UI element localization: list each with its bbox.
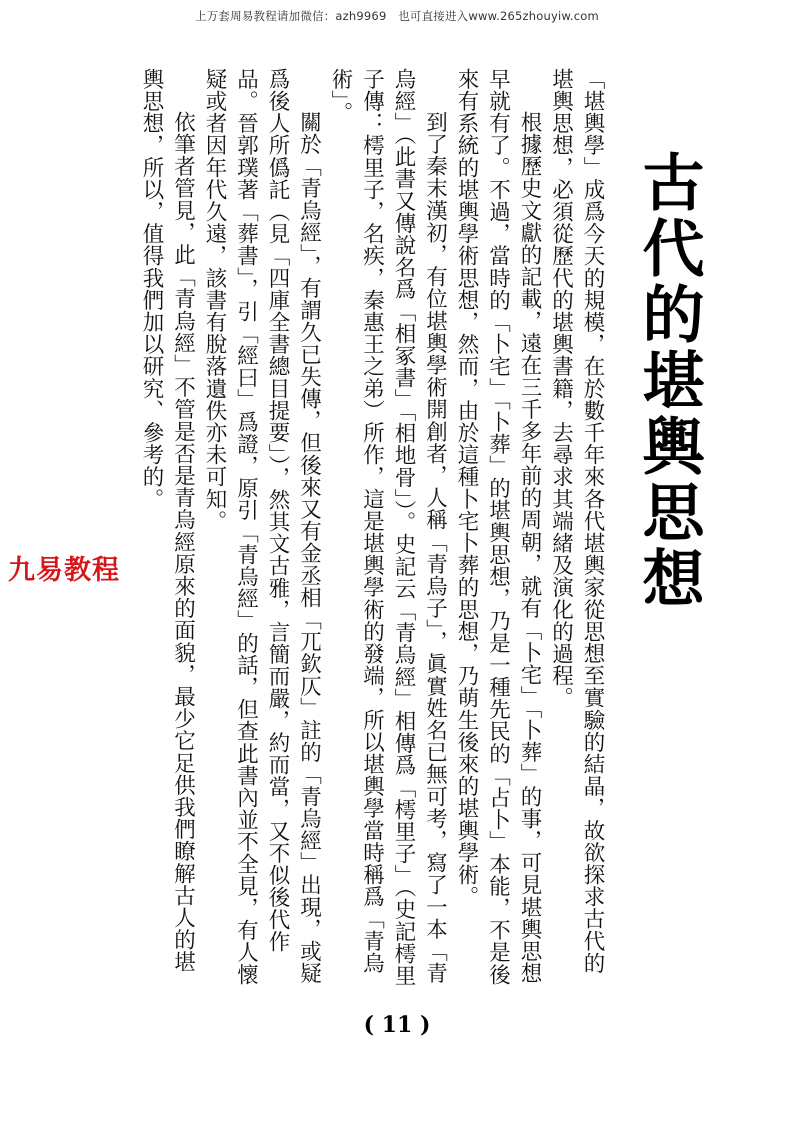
paragraph-2: 根據歷史文獻的記載，遠在三千多年前的周朝，就有「卜宅」「卜葬」的事，可見堪輿思想早就有了。不過，當時的「卜宅」「卜葬」的堪輿思想，乃是一種先民的「占卜」本能，不是後來有系統的堪輿學術思想，然而，由於這種卜宅卜葬的思想，乃萌生後來的堪輿學術。 <box>454 68 542 986</box>
paragraph-1: 「堪輿學」成爲今天的規模，在於數千年來各代堪輿家從思想至實驗的結晶，故欲探求古代的堪輿思想，必須從歷代的堪輿書籍，去尋求其端緒及演化的過程。 <box>548 68 605 975</box>
paragraph-4: 關於「青烏經」，有謂久已失傳，但後來又有金丞相「兀欽仄」註的「青烏經」出現，或疑爲後人所僞託（見「四庫全書總目提要」），然其文古雅，言簡而嚴，約而當，又不似後代作品。晉郭璞著「葬書」，引「經曰」爲證，原引「青烏經」的話，但查此書內並不全見，有人懷疑或者因年代久遠，該書有脫落遺佚亦未可知。 <box>202 68 322 986</box>
paragraph-5: 依筆者管見，此「青烏經」不管是否是青烏經原來的面貌，最少它足供我們瞭解古人的堪輿思想，所以，值得我們加以研究、參考的。 <box>139 68 196 973</box>
page-header-banner: 上万套周易教程请加微信：azh9969 也可直接进入www.265zhouyiw.com <box>195 9 599 23</box>
article-body <box>136 68 609 988</box>
paragraph-3: 到了秦末漢初，有位堪輿學術開創者，人稱「青烏子」，眞實姓名已無可考，寫了一本「青烏經」（此書又傳說名爲「相冢書」「相地骨」）。史記云「青烏經」相傳爲「樗里子」（史記樗里子傳：樗里子，名疾，秦惠王之弟）所作，這是堪輿學術的發端，所以堪輿學當時稱爲「青烏術」。 <box>328 68 448 987</box>
chapter-title: 古代的堪輿思想 <box>632 150 705 612</box>
watermark-logo: 九易教程 <box>8 555 120 586</box>
page-number: ( 11 ) <box>363 1012 431 1038</box>
